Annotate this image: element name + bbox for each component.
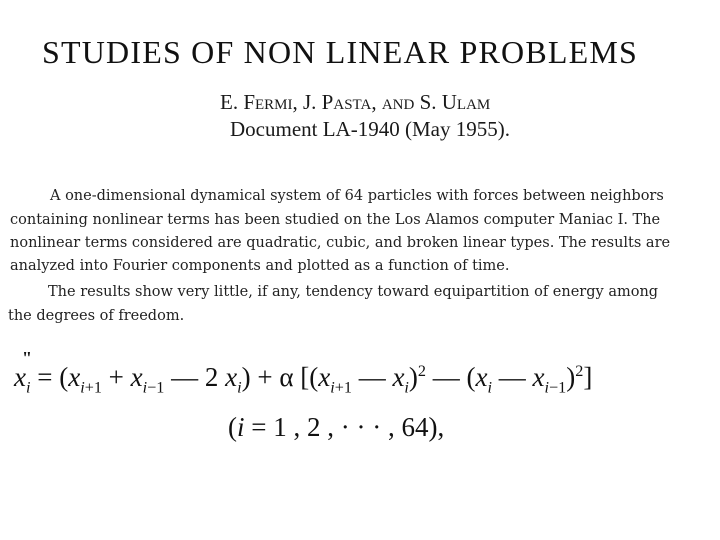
abstract-line: containing nonlinear terms has been studied on the Los Alamos computer Maniac I. The bbox=[10, 212, 661, 228]
paper-title: STUDIES OF NON LINEAR PROBLEMS bbox=[42, 34, 639, 70]
abstract-line: The results show very little, if any, tendency toward equipartition of energy among bbox=[48, 284, 659, 300]
abstract-line: nonlinear terms considered are quadratic, cubic, and broken linear types. The results are bbox=[10, 235, 671, 251]
abstract-line: the degrees of freedom. bbox=[8, 308, 185, 324]
abstract-line: A one-dimensional dynamical system of 64 particles with forces between neighbors bbox=[50, 188, 664, 204]
abstract-line: analyzed into Fourier components and plotted as a function of time. bbox=[10, 258, 510, 274]
paper-authors: E. Fermi, J. Pasta, and S. Ulam bbox=[220, 90, 491, 114]
equation-index-range: (i = 1 , 2 , · · · , 64), bbox=[228, 412, 445, 442]
document-reference: Document LA-1940 (May 1955). bbox=[230, 117, 510, 141]
equation-of-motion: " $x_i = (x_{i+1} + x_{i-1}$ — 2 $x_i) + \alpha$ [($x_{i+1}$ — $x_i)^2$ — ($x_i$ — $x_{i-1})^2$] bbox=[14, 348, 593, 397]
